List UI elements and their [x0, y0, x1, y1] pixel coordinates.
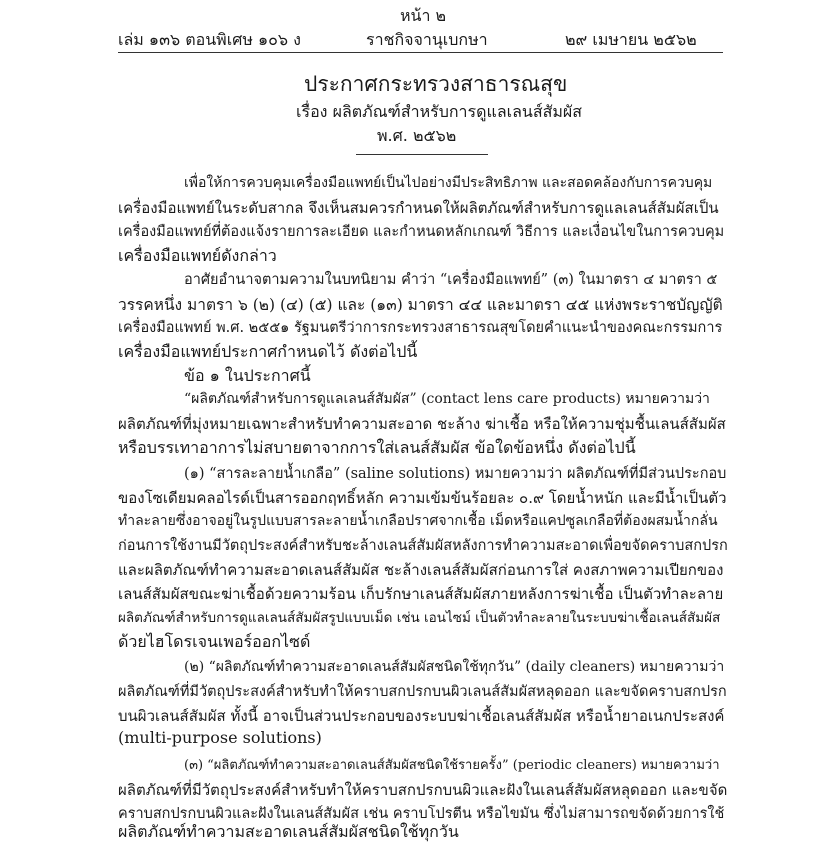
body-line: (๒) “ผลิตภัณฑ์ทำความสะอาดเลนส์สัมผัสชนิดใช้ทุกวัน” (daily cleaners) หมายความว่า [184, 659, 725, 675]
body-line: เพื่อให้การควบคุมเครื่องมือแพทย์เป็นไปอย่างมีประสิทธิภาพ และสอดคล้องกับการควบคุม [184, 175, 713, 191]
page-number: หน้า ๒ [400, 6, 447, 25]
clause-heading: ข้อ ๑ ในประกาศนี้ [184, 366, 311, 385]
body-line: ทำละลายซึ่งอาจอยู่ในรูปแบบสารละลายน้ำเกลือปราศจากเชื้อ เม็ดหรือแคปซูลเกลือที่ต้องผสมน้ำกลั่น [118, 513, 718, 529]
body-line: และผลิตภัณฑ์ทำความสะอาดเลนส์สัมผัส ชะล้างเลนส์สัมผัสก่อนการใส่ คงสภาพความเปียกของ [118, 561, 724, 579]
body-line: เครื่องมือแพทย์ที่ต้องแจ้งรายการละเอียด และกำหนดหลักเกณฑ์ วิธีการ และเงื่อนไขในการควบคุม [118, 224, 725, 240]
body-line: ผลิตภัณฑ์ที่มุ่งหมายเฉพาะสำหรับทำความสะอาด ชะล้าง ฆ่าเชื้อ หรือให้ความชุ่มชื้นเลนส์สัมผัส [118, 415, 726, 433]
title-rule [356, 154, 488, 155]
announcement-title: ประกาศกระทรวงสาธารณสุข [304, 72, 568, 96]
body-line: หรือบรรเทาอาการไม่สบายตาจากการใส่เลนส์สัมผัส ข้อใดข้อหนึ่ง ดังต่อไปนี้ [118, 438, 636, 457]
body-line: เครื่องมือแพทย์ดังกล่าว [118, 246, 277, 265]
body-line: อาศัยอำนาจตามความในบทนิยาม คำว่า “เครื่องมือแพทย์” (๓) ในมาตรา ๔ มาตรา ๕ [184, 272, 718, 288]
body-line: เลนส์สัมผัสขณะฆ่าเชื้อด้วยความร้อน เก็บรักษาเลนส์สัมผัสภายหลังการฆ่าเชื้อ เป็นตัวทำละลาย [118, 585, 724, 603]
body-line: บนผิวเลนส์สัมผัส ทั้งนี้ อาจเป็นส่วนประกอบของระบบฆ่าเชื้อเลนส์สัมผัส หรือน้ำยาอเนกประสงค์ [118, 707, 725, 725]
announcement-subject: เรื่อง ผลิตภัณฑ์สำหรับการดูแลเลนส์สัมผัส [296, 102, 583, 121]
gazette-name: ราชกิจจานุเบกษา [366, 30, 488, 49]
body-line: ผลิตภัณฑ์ทำความสะอาดเลนส์สัมผัสชนิดใช้ทุกวัน [118, 822, 459, 841]
body-line: เครื่องมือแพทย์ในระดับสากล จึงเห็นสมควรกำหนดให้ผลิตภัณฑ์สำหรับการดูแลเลนส์สัมผัสเป็น [118, 199, 719, 217]
announcement-year: พ.ศ. ๒๕๖๒ [377, 126, 457, 145]
body-line: (multi-purpose solutions) [118, 728, 322, 747]
body-line: คราบสกปรกบนผิวและฝังในเลนส์สัมผัส เช่น คราบโปรตีน หรือไขมัน ซึ่งไม่สามารถขจัดด้วยการใช้ [118, 806, 725, 822]
body-line: ของโซเดียมคลอไรด์เป็นสารออกฤทธิ์หลัก ความเข้มข้นร้อยละ ๐.๙ โดยน้ำหนัก และมีน้ำเป็นตัว [118, 489, 727, 507]
body-line: (๓) “ผลิตภัณฑ์ทำความสะอาดเลนส์สัมผัสชนิดใช้รายครั้ง” (periodic cleaners) หมายความว่า [184, 758, 720, 773]
body-line: ผลิตภัณฑ์ที่มีวัตถุประสงค์สำหรับทำให้คราบสกปรกบนผิวและฝังในเลนส์สัมผัสหลุดออก และขจัด [118, 781, 728, 799]
body-line: “ผลิตภัณฑ์สำหรับการดูแลเลนส์สัมผัส” (contact lens care products) หมายความว่า [184, 391, 710, 407]
body-line: (๑) “สารละลายน้ำเกลือ” (saline solutions) หมายความว่า ผลิตภัณฑ์ที่มีส่วนประกอบ [184, 466, 727, 482]
body-line: เครื่องมือแพทย์ประกาศกำหนดไว้ ดังต่อไปนี้ [118, 342, 418, 361]
body-line: วรรคหนึ่ง มาตรา ๖ (๒) (๔) (๕) และ (๑๓) มาตรา ๔๔ และมาตรา ๔๕ แห่งพระราชบัญญัติ [118, 296, 723, 314]
body-line: ผลิตภัณฑ์ที่มีวัตถุประสงค์สำหรับทำให้คราบสกปรกบนผิวเลนส์สัมผัสหลุดออก และขจัดคราบสกปรก [118, 684, 727, 700]
body-line: ด้วยไฮโดรเจนเพอร์ออกไซด์ [118, 632, 311, 651]
body-line: เครื่องมือแพทย์ พ.ศ. ๒๕๕๑ รัฐมนตรีว่าการกระทรวงสาธารณสุขโดยคำแนะนำของคณะกรรมการ [118, 320, 723, 336]
body-line: ผลิตภัณฑ์สำหรับการดูแลเลนส์สัมผัสรูปแบบเม็ด เช่น เอนไซม์ เป็นตัวทำละลายในระบบฆ่าเชื้อเลนส์สัมผัส [118, 610, 721, 626]
publication-date: ๒๙ เมษายน ๒๕๖๒ [565, 30, 697, 49]
volume-info: เล่ม ๑๓๖ ตอนพิเศษ ๑๐๖ ง [118, 30, 301, 49]
body-line: ก่อนการใช้งานมีวัตถุประสงค์สำหรับชะล้างเลนส์สัมผัสหลังการทำความสะอาดเพื่อขจัดคราบสกปรก [118, 538, 728, 554]
header-rule [118, 52, 723, 53]
